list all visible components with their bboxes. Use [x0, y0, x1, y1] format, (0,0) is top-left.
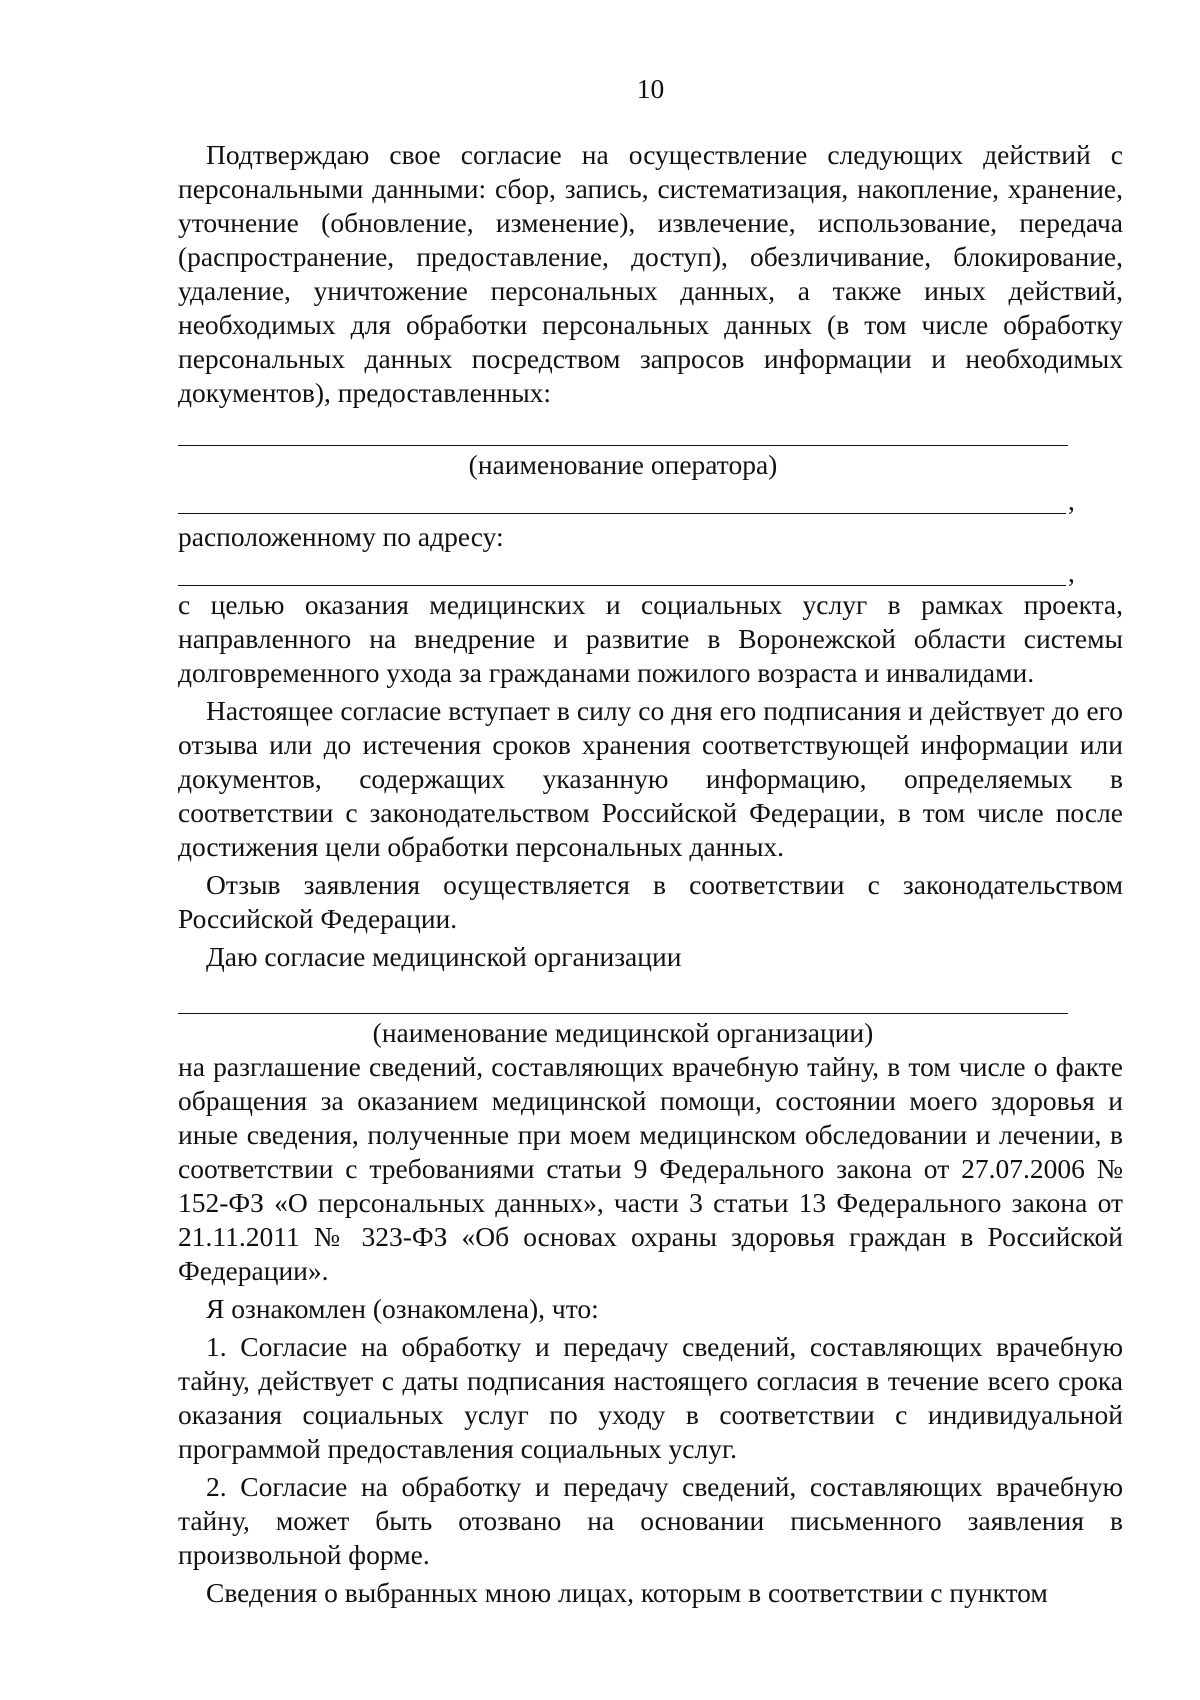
document-page — [178, 0, 1123, 1700]
acknowledgement-item-2: 2. Согласие на обработку и передачу сведений, составляющих врачебную тайну, может быть отозвано на основании письменного заявления в произвольной форме. — [178, 1471, 1123, 1570]
operator-name-blank — [178, 414, 1123, 448]
validity-paragraph: Настоящее согласие вступает в силу со дня его подписания и действует до его отзыва или до истечения сроков хранения соответствующей информации или документов, содержащих указанную информацию, определяемых в соответствии с законодательством Российской Федерации, в том числе после достижения цели обработки персональных данных. — [178, 695, 1123, 862]
operator-extra-rule — [178, 513, 1066, 514]
address-label: расположенному по адресу: — [178, 521, 504, 552]
address-blank — [178, 554, 1123, 588]
address-rule — [178, 585, 1066, 586]
operator-extra-comma: , — [1068, 485, 1075, 516]
operator-name-caption: (наименование оператора) — [468, 449, 778, 480]
medical-secrecy-paragraph: на разглашение сведений, составляющих врачебную тайну, в том числе о факте обращения за оказанием медицинской помощи, состоянии моего здоровья и иные сведения, полученные при моем медицинском обследовании и лечении, в соответствии с требованиями статьи 9 Федерального закона от 27.07.2006 № 152-ФЗ «О персональных данных», части 3 статьи 13 Федерального закона от 21.11.2011 № 323-ФЗ «Об основах охраны здоровья граждан в Российской Федерации». — [178, 1051, 1123, 1286]
acknowledgement-item-1: 1. Согласие на обработку и передачу сведений, составляющих врачебную тайну, действует с даты подписания настоящего согласия в течение всего срока оказания социальных услуг по уходу в соответствии с индивидуальной программой предоставления социальных услуг. — [178, 1331, 1123, 1464]
medical-consent-intro: Даю согласие медицинской организации — [206, 941, 682, 972]
selected-persons-paragraph: Сведения о выбранных мною лицах, которым в соответствии с пунктом — [206, 1577, 1048, 1608]
medical-org-rule — [178, 1013, 1068, 1014]
document-body — [178, 138, 1123, 1610]
medical-org-blank — [178, 982, 1123, 1016]
acknowledgement-intro: Я ознакомлен (ознакомлена), что: — [206, 1293, 599, 1324]
page-number: 10 — [636, 73, 665, 104]
operator-extra-blank — [178, 482, 1123, 516]
address-comma: , — [1068, 557, 1075, 588]
purpose-paragraph: с целью оказания медицинских и социальных услуг в рамках проекта, направленного на внедрение и развитие в Воронежской области системы долговременного ухода за гражданами пожилого возраста и инвалидами. — [178, 589, 1123, 688]
medical-org-caption: (наименование медицинской организации) — [372, 1017, 874, 1048]
operator-name-rule — [178, 445, 1068, 446]
consent-actions-paragraph: Подтверждаю свое согласие на осуществление следующих действий с персональными данными: сбор, запись, систематизация, накопление, хранение, уточнение (обновление, изменение), извлечение, использование, передача (распространение, предоставление, доступ), обезличивание, блокирование, удаление, уничтожение персональных данных, а также иных действий, необходимых для обработки персональных данных (в том числе обработку персональных данных посредством запросов информации и необходимых документов), предоставленных: — [178, 139, 1123, 408]
revocation-paragraph: Отзыв заявления осуществляется в соответствии с законодательством Российской Федерации. — [178, 869, 1123, 934]
